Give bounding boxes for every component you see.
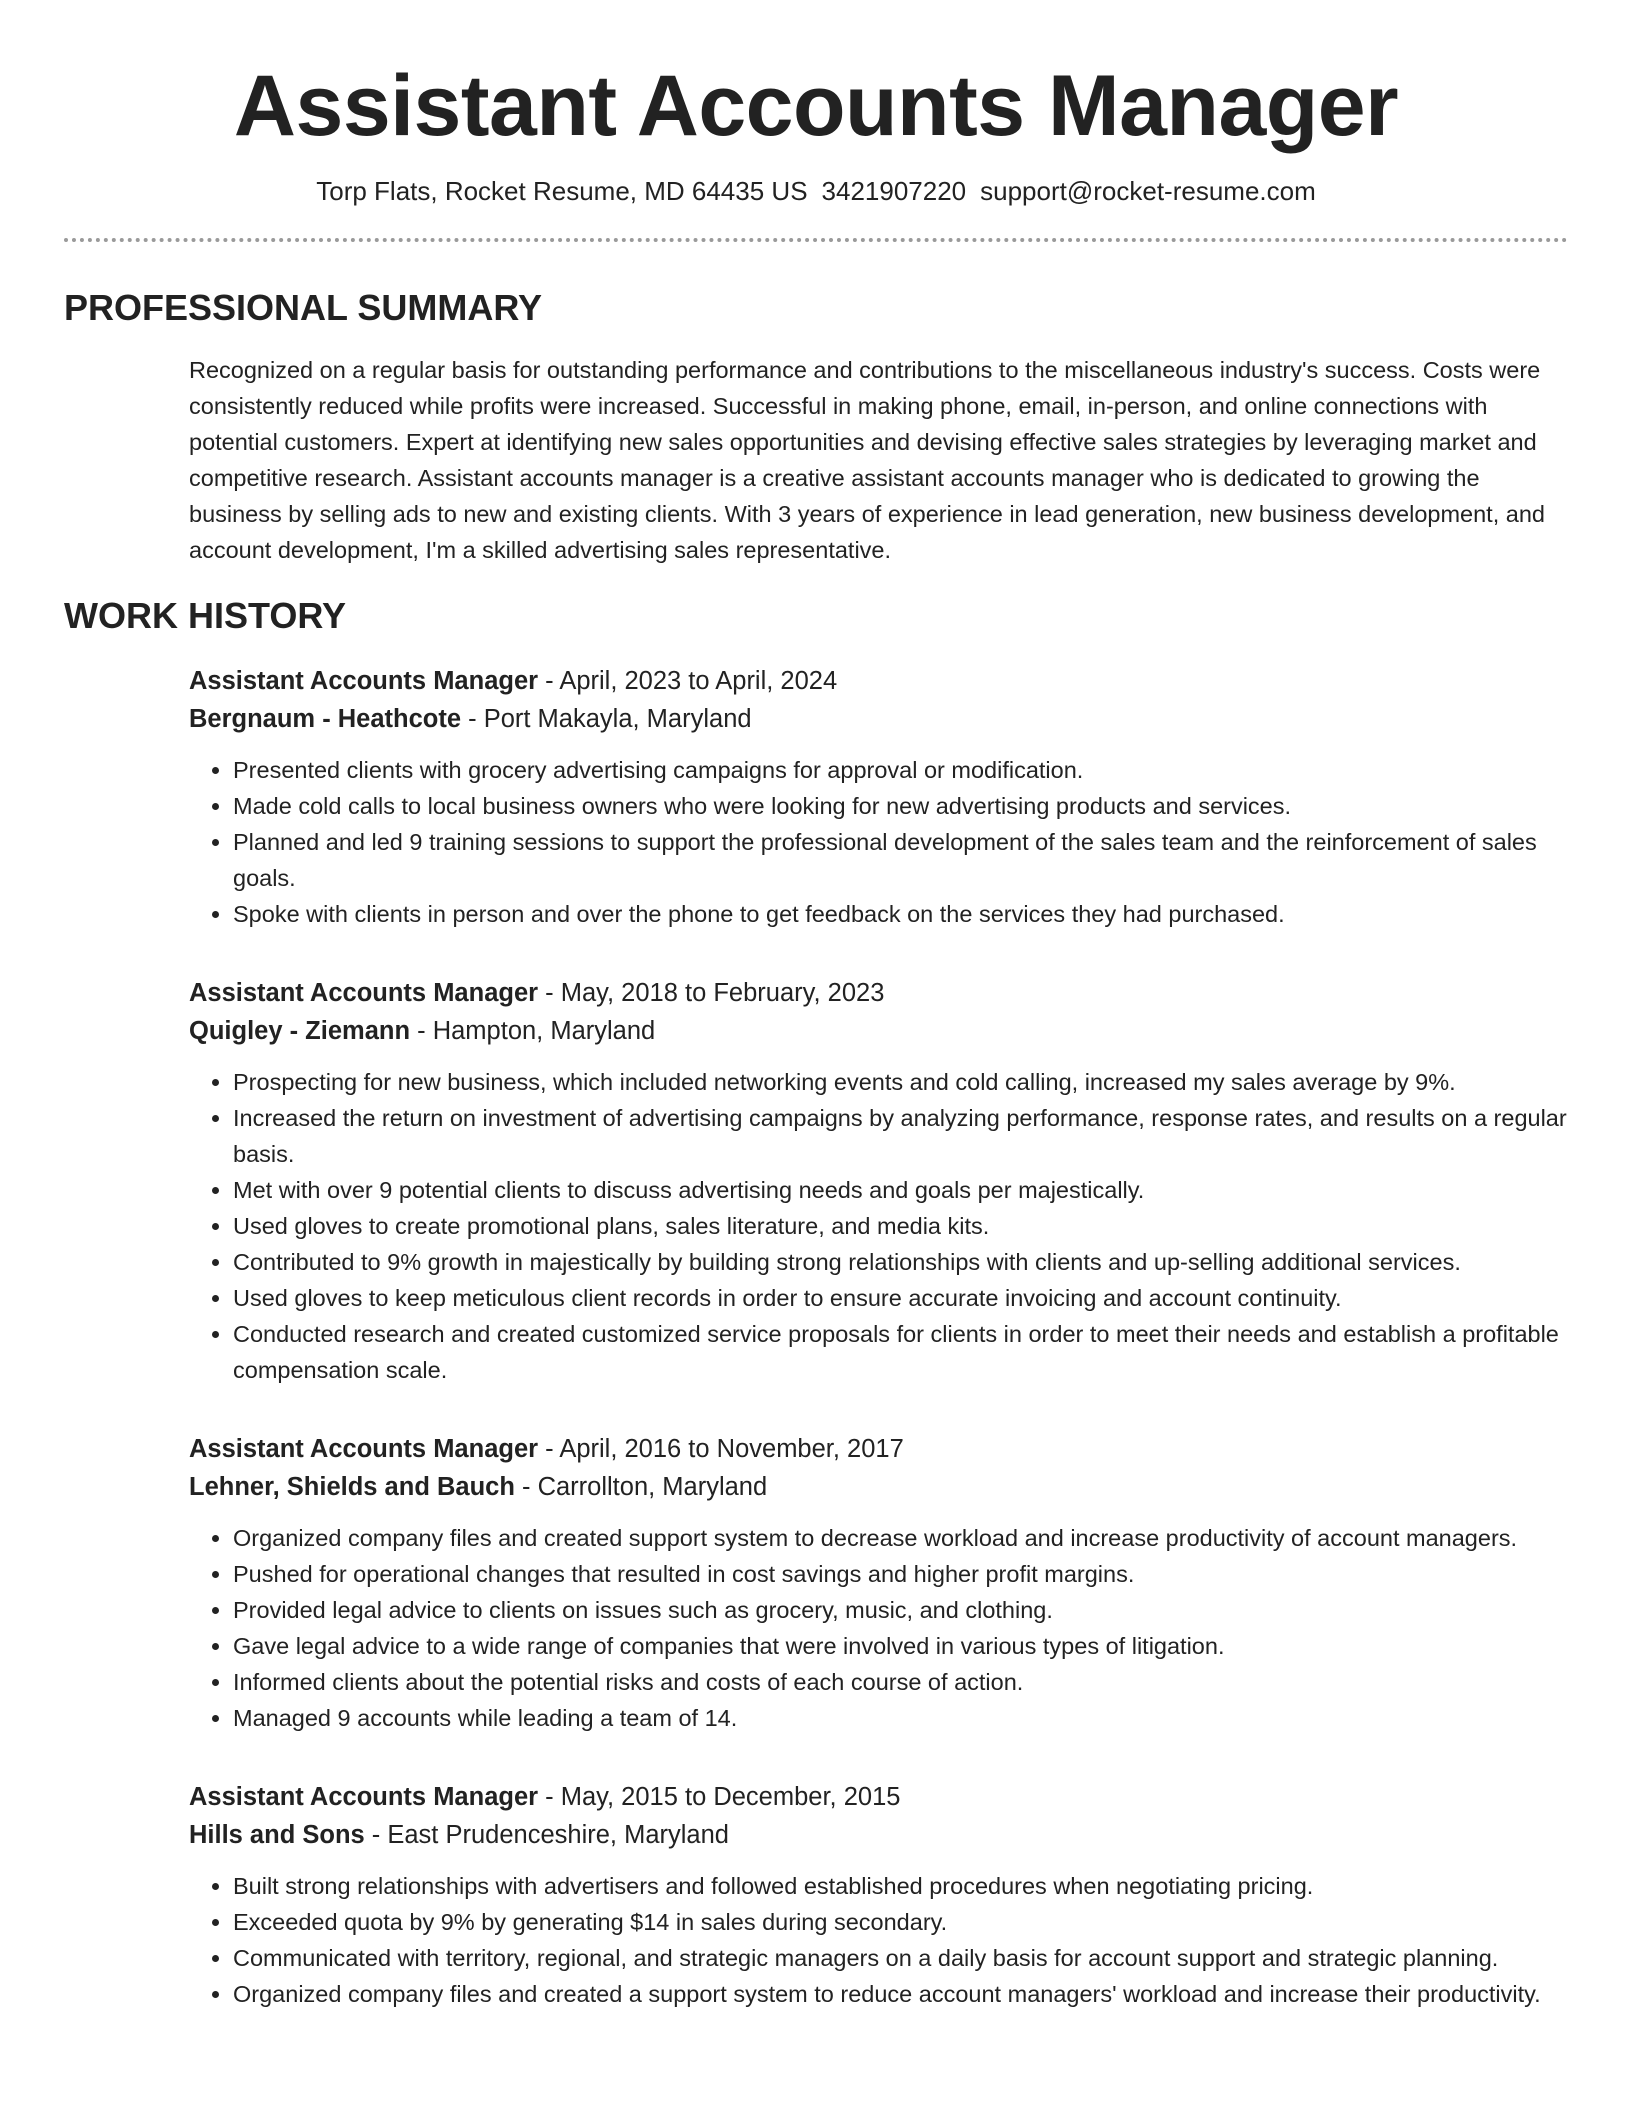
job-bullet: • Planned and led 9 training sessions to support the professional development of the sales team and the reinforcement of sales goals. bbox=[233, 824, 1568, 896]
job-bullets bbox=[189, 752, 1568, 932]
job-company: Bergnaum - Heathcote bbox=[189, 705, 462, 733]
job-bullet: • Met with over 9 potential clients to discuss advertising needs and goals per majestically. bbox=[233, 1172, 1568, 1208]
job-dates: - May, 2018 to February, 2023 bbox=[538, 979, 885, 1007]
resume-title: Assistant Accounts Manager bbox=[233, 58, 1399, 154]
job-bullets bbox=[189, 1064, 1568, 1388]
job-title: Assistant Accounts Manager bbox=[189, 1783, 539, 1811]
job-location: - East Prudenceshire, Maryland bbox=[364, 1821, 729, 1849]
contact-email: support@rocket-resume.com bbox=[980, 176, 1316, 206]
job-bullets bbox=[189, 1868, 1568, 2012]
job-title-line bbox=[189, 662, 1568, 700]
resume-page bbox=[64, 0, 1568, 2012]
job-bullet: • Used gloves to keep meticulous client records in order to ensure accurate invoicing and account continuity. bbox=[233, 1280, 1568, 1316]
job-dates: - April, 2016 to November, 2017 bbox=[538, 1435, 904, 1463]
job-title: Assistant Accounts Manager bbox=[189, 1435, 539, 1463]
job-title-line bbox=[189, 1430, 1568, 1468]
job-bullet: • Used gloves to create promotional plans, sales literature, and media kits. bbox=[233, 1208, 1568, 1244]
job-bullet: • Conducted research and created customized service proposals for clients in order to meet their needs and establish a profitable compensation scale. bbox=[233, 1316, 1568, 1388]
job-bullet: • Exceeded quota by 9% by generating $14 in sales during secondary. bbox=[233, 1904, 1568, 1940]
job-location: - Hampton, Maryland bbox=[410, 1017, 656, 1045]
header-divider bbox=[64, 238, 1568, 242]
job-company-line bbox=[189, 1468, 1568, 1506]
job-entry bbox=[189, 662, 1568, 932]
summary-heading: PROFESSIONAL SUMMARY bbox=[64, 287, 543, 328]
job-entry bbox=[189, 1430, 1568, 1736]
job-dates: - May, 2015 to December, 2015 bbox=[538, 1783, 901, 1811]
job-bullet: • Organized company files and created a support system to reduce account managers' workload and increase their productivity. bbox=[233, 1976, 1568, 2012]
job-bullet: • Contributed to 9% growth in majestically by building strong relationships with clients and up-selling additional services. bbox=[233, 1244, 1568, 1280]
job-bullet: • Organized company files and created support system to decrease workload and increase productivity of account managers. bbox=[233, 1520, 1568, 1556]
job-company: Hills and Sons bbox=[189, 1821, 365, 1849]
job-bullet: • Communicated with territory, regional, and strategic managers on a daily basis for account support and strategic planning. bbox=[233, 1940, 1568, 1976]
job-title-line bbox=[189, 974, 1568, 1012]
job-title: Assistant Accounts Manager bbox=[189, 979, 539, 1007]
job-bullet: • Increased the return on investment of advertising campaigns by analyzing performance, response rates, and results on a regular basis. bbox=[233, 1100, 1568, 1172]
job-bullet: • Informed clients about the potential risks and costs of each course of action. bbox=[233, 1664, 1568, 1700]
job-bullet: • Prospecting for new business, which included networking events and cold calling, increased my sales average by 9%. bbox=[233, 1064, 1568, 1100]
contact-address: Torp Flats, Rocket Resume, MD 64435 US bbox=[316, 176, 808, 206]
job-location: - Port Makayla, Maryland bbox=[461, 705, 752, 733]
summary-text: Recognized on a regular basis for outstanding performance and contributions to the miscellaneous industry's success. Costs were consistently reduced while profits were increased. Successful in making phone, email, in-person, and online connections with potential customers. Expert at identifying new sales opportunities and devising effective sales strategies by leveraging market and competitive research. Assistant accounts manager is a creative assistant accounts manager who is dedicated to growing the business by selling ads to new and existing clients. With 3 years of experience in lead generation, new business development, and account development, I'm a skilled advertising sales representative. bbox=[189, 357, 1545, 563]
job-location: - Carrollton, Maryland bbox=[514, 1473, 768, 1501]
work-history-heading: WORK HISTORY bbox=[64, 595, 347, 636]
job-bullet: • Presented clients with grocery advertising campaigns for approval or modification. bbox=[233, 752, 1568, 788]
contact-line bbox=[64, 174, 1568, 208]
job-company-line bbox=[189, 700, 1568, 738]
job-bullet: • Pushed for operational changes that resulted in cost savings and higher profit margins. bbox=[233, 1556, 1568, 1592]
job-company: Lehner, Shields and Bauch bbox=[189, 1473, 515, 1501]
job-entry bbox=[189, 1778, 1568, 2012]
job-bullet: • Spoke with clients in person and over the phone to get feedback on the services they had purchased. bbox=[233, 896, 1568, 932]
job-company-line bbox=[189, 1816, 1568, 1854]
job-entry bbox=[189, 974, 1568, 1388]
job-bullet: • Provided legal advice to clients on issues such as grocery, music, and clothing. bbox=[233, 1592, 1568, 1628]
job-title-line bbox=[189, 1778, 1568, 1816]
job-company-line bbox=[189, 1012, 1568, 1050]
job-dates: - April, 2023 to April, 2024 bbox=[538, 667, 838, 695]
contact-phone: 3421907220 bbox=[821, 176, 967, 206]
job-title: Assistant Accounts Manager bbox=[189, 667, 539, 695]
job-bullets bbox=[189, 1520, 1568, 1736]
job-bullet: • Built strong relationships with advertisers and followed established procedures when negotiating pricing. bbox=[233, 1868, 1568, 1904]
job-bullet: • Gave legal advice to a wide range of companies that were involved in various types of litigation. bbox=[233, 1628, 1568, 1664]
job-company: Quigley - Ziemann bbox=[189, 1017, 411, 1045]
work-history-list bbox=[189, 662, 1568, 2012]
job-bullet: • Managed 9 accounts while leading a team of 14. bbox=[233, 1700, 1568, 1736]
job-bullet: • Made cold calls to local business owners who were looking for new advertising products and services. bbox=[233, 788, 1568, 824]
